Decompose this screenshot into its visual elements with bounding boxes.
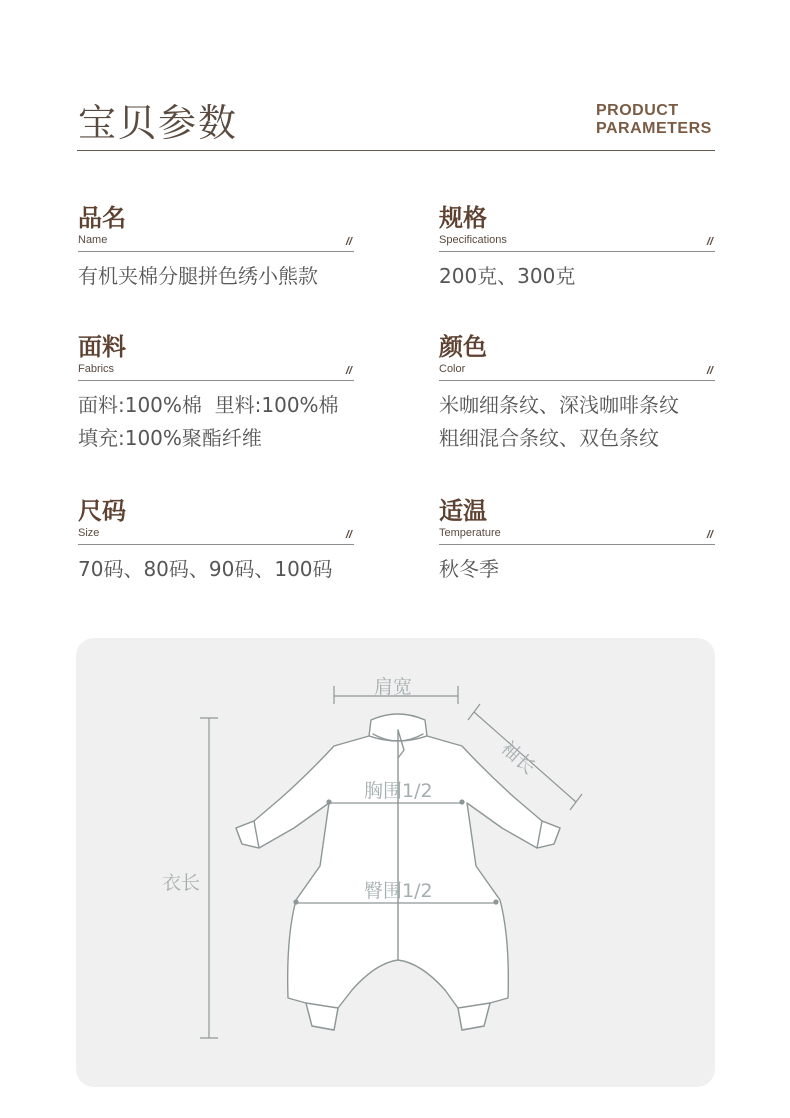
param-value [78,553,354,586]
left-leg-cuff [306,1003,338,1030]
slash-marker: // [706,365,713,377]
param-value [439,553,715,586]
param-label-en: Temperature [439,527,501,539]
chest-point-right [459,799,464,804]
param-name [78,204,354,293]
slash-marker: // [345,365,352,377]
param-label-en: Size [78,527,100,539]
param-value-line: 秋冬季 [439,557,499,581]
param-label: 面料 [78,333,126,361]
param-divider [78,380,354,381]
param-label-en: Name [78,234,108,246]
sleeve-length-label: 袖长 [496,736,540,779]
param-label: 适温 [439,497,487,525]
param-value [78,260,354,293]
param-label: 品名 [78,204,126,232]
param-value-line: 粗细混合条纹、双色条纹 [439,426,659,450]
param-value-line: 面料:100%棉 里料:100%棉 [78,393,339,417]
param-temperature [439,497,715,586]
header-divider [77,150,715,151]
param-value-line: 200克、300克 [439,264,576,288]
param-value-line: 有机夹棉分腿拼色绣小熊款 [78,264,318,288]
page-title: 宝贝参数 [78,101,239,145]
page-title-en-line2: PARAMETERS [596,120,712,137]
param-value-line: 70码、80码、90码、100码 [78,557,333,581]
param-divider [439,544,715,545]
right-leg-cuff [458,1003,490,1030]
body-length-label: 衣长 [162,872,201,894]
param-label-en: Fabrics [78,363,115,375]
hip-point-left [293,899,298,904]
param-divider [78,544,354,545]
chest-label: 胸围1/2 [364,780,433,802]
param-divider [439,380,715,381]
slash-marker: // [706,529,713,541]
param-fabrics [78,333,354,455]
param-label: 颜色 [439,333,487,361]
sleepsuit-outline [76,638,715,1087]
chest-point-left [326,799,331,804]
param-label: 尺码 [78,497,126,525]
param-value [78,389,354,455]
page-title-en [596,102,712,138]
param-specifications [439,204,715,293]
length-line [200,718,218,1038]
param-color [439,333,715,455]
param-value [439,389,715,455]
param-size [78,497,354,586]
param-label: 规格 [439,204,487,232]
param-value-line: 填充:100%聚酯纤维 [78,426,262,450]
slash-marker: // [706,236,713,248]
hip-point-right [493,899,498,904]
slash-marker: // [345,236,352,248]
param-label-en: Color [439,363,466,375]
param-label-en: Specifications [439,234,507,246]
param-value-line: 米咖细条纹、深浅咖啡条纹 [439,393,679,417]
param-divider [78,251,354,252]
param-value [439,260,715,293]
shoulder-width-label: 肩宽 [374,676,413,698]
page-title-en-line1: PRODUCT [596,102,679,119]
size-diagram [76,638,715,1087]
slash-marker: // [345,529,352,541]
param-divider [439,251,715,252]
hip-label: 臀围1/2 [364,880,433,902]
